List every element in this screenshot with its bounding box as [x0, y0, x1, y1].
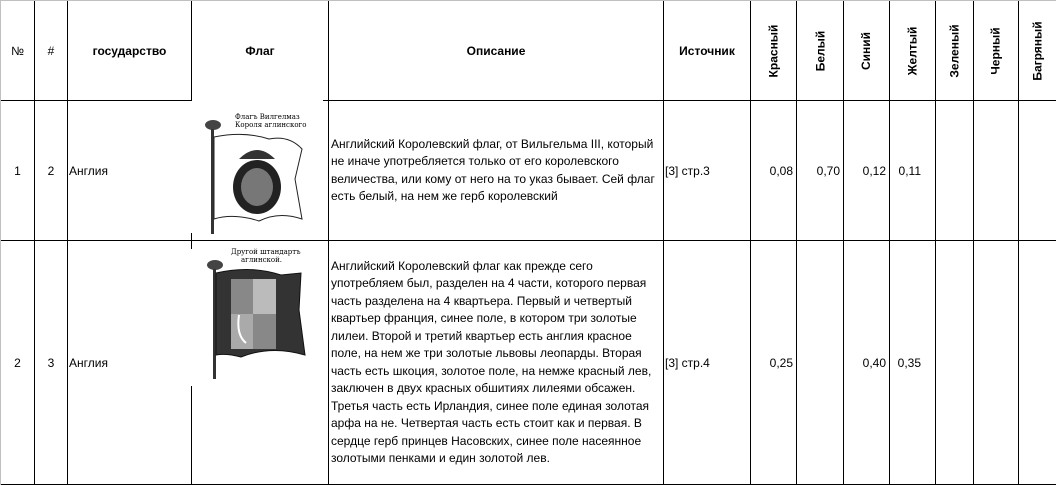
flag-image-old-standard	[201, 245, 311, 380]
row-state: Англия	[69, 163, 108, 178]
row-state: Англия	[69, 355, 108, 370]
header-source: Источник	[679, 44, 735, 58]
header-yellow: Желтый	[905, 26, 920, 76]
row-no: 2	[14, 355, 21, 370]
row-source: [3] стр.3	[665, 163, 710, 178]
header-state: государство	[92, 44, 167, 58]
svg-text:аглинской.: аглинской.	[241, 256, 283, 264]
row-blue: 0,12	[862, 163, 886, 178]
header-purple: Багряный	[1031, 21, 1045, 81]
row-yellow: 0,11	[898, 163, 921, 178]
row-hash: 2	[47, 163, 55, 178]
row-hash: 3	[47, 355, 55, 370]
row-red: 0,08	[769, 163, 793, 178]
header-white: Белый	[812, 30, 827, 72]
header-green: Зеленый	[947, 24, 962, 78]
row-description: Английский Королевский флаг, от Вильгельма III, который не иначе употребляется только от его королевского величества, или кому от него на то указ бывает. Сей флаг есть белый, на нем же герб королевский	[331, 136, 655, 203]
header-black: Черный	[989, 27, 1003, 75]
header-red: Красный	[766, 24, 781, 78]
header-blue: Синий	[859, 31, 874, 71]
row-yellow: 0,35	[897, 355, 921, 370]
row-white: 0,70	[816, 163, 840, 178]
svg-text:Другой штандартъ: Другой штандартъ	[231, 248, 301, 256]
row-blue: 0,40	[862, 355, 886, 370]
svg-text:Флагъ Вилгелмаз: Флагъ Вилгелмаз	[235, 113, 300, 121]
header-description: Описание	[466, 44, 526, 58]
row-description: Английский Королевский флаг как прежде сего употребляем был, разделен на 4 части, которого первая часть разделена на 4 квартьера. Первый и четвертый квартьер франция, синее поле, в котором три золотые лилеи. Второй и третий квартьер есть англия красное поле, на нем же три золотые львовы леопарды. Вторая часть есть шкоция, золотое поле, на немже красный лев, заключен в двух красных обшитиях лилеями обсажен. Третья часть есть Ирландия, синее поле единая золотая арфа на не. Четвертая часть есть стоит как и первая. В сердце герб принцев Насовских, синее поле насеянное золотыми пенками и един золотой лев.	[331, 258, 652, 465]
svg-text:Короля аглинского: Короля аглинского	[235, 121, 307, 129]
row-source: [3] стр.4	[665, 355, 710, 370]
row-red: 0,25	[769, 355, 793, 370]
row-no: 1	[14, 163, 21, 178]
flag-image-william-iii	[199, 109, 309, 234]
header-no: №	[11, 44, 24, 58]
header-hash: #	[47, 44, 55, 58]
header-flag: Флаг	[245, 44, 275, 58]
